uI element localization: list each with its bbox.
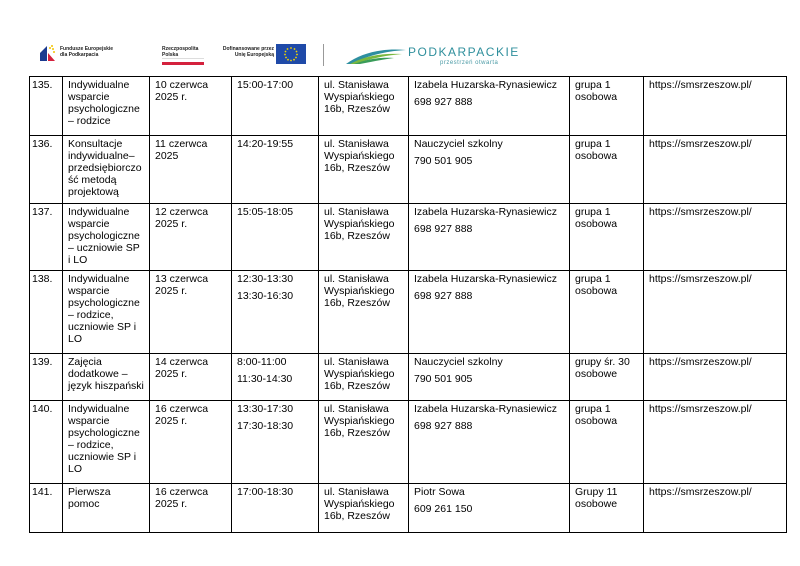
time-cell: 15:00-17:00: [232, 77, 319, 136]
group-cell: grupy śr. 30 osobowe: [570, 354, 644, 401]
row-number-cell: 138.: [30, 271, 63, 354]
schedule-rows: [30, 77, 787, 533]
url-cell: [644, 401, 787, 484]
time-cell: 13:30-17:30 17:30-18:30: [232, 401, 319, 484]
website-link: https://smsrzeszow.pl/: [649, 273, 752, 285]
logo-bar: [0, 0, 800, 76]
time-cell: 8:00-11:00 11:30-14:30: [232, 354, 319, 401]
activity-title-cell: Indywidualne wsparcie psychologiczne – uczniowie SP i LO: [63, 204, 150, 271]
group-cell: grupa 1 osobowa: [570, 204, 644, 271]
url-cell: [644, 354, 787, 401]
url-cell: [644, 271, 787, 354]
date-cell: 10 czerwca 2025 r.: [150, 77, 232, 136]
row-number-cell: 137.: [30, 204, 63, 271]
table-row: [30, 354, 787, 401]
date-cell: 16 czerwca 2025 r.: [150, 401, 232, 484]
table-row: [30, 77, 787, 136]
row-number-cell: 141.: [30, 484, 63, 533]
time-cell: 15:05-18:05: [232, 204, 319, 271]
date-cell: 12 czerwca 2025 r.: [150, 204, 232, 271]
row-number-cell: 135.: [30, 77, 63, 136]
contact-cell: Izabela Huzarska-Rynasiewicz 698 927 888: [409, 271, 570, 354]
group-cell: grupa 1 osobowa: [570, 401, 644, 484]
address-cell: ul. Stanisława Wyspiańskiego 16b, Rzeszów: [319, 354, 409, 401]
logo-separator: [323, 44, 324, 66]
schedule-table: [29, 76, 787, 533]
activity-title-cell: Indywidualne wsparcie psychologiczne – rodzice: [63, 77, 150, 136]
polish-flag-icon: [162, 58, 204, 64]
date-cell: 16 czerwca 2025 r.: [150, 484, 232, 533]
row-number-cell: 139.: [30, 354, 63, 401]
website-link: https://smsrzeszow.pl/: [649, 206, 752, 218]
time-cell: 17:00-18:30: [232, 484, 319, 533]
website-link: https://smsrzeszow.pl/: [649, 403, 752, 415]
website-link: https://smsrzeszow.pl/: [649, 486, 752, 498]
url-cell: [644, 136, 787, 204]
fundusze-europejskie-logo-icon: [38, 43, 58, 63]
table-row: [30, 484, 787, 533]
podkarpackie-name: PODKARPACKIE: [408, 45, 520, 59]
date-cell: 13 czerwca 2025 r.: [150, 271, 232, 354]
contact-cell: Izabela Huzarska-Rynasiewicz 698 927 888: [409, 77, 570, 136]
row-number-cell: 136.: [30, 136, 63, 204]
activity-title-cell: Indywidualne wsparcie psychologiczne – rodzice, uczniowie SP i LO: [63, 271, 150, 354]
url-cell: [644, 204, 787, 271]
group-cell: Grupy 11 osobowe: [570, 484, 644, 533]
contact-cell: Izabela Huzarska-Rynasiewicz 698 927 888: [409, 401, 570, 484]
eu-flag-icon: [276, 44, 306, 64]
table-row: [30, 136, 787, 204]
eu-funding-text: Dofinansowane przez Unię Europejską: [222, 46, 274, 58]
group-cell: grupa 1 osobowa: [570, 136, 644, 204]
podkarpackie-tagline: przestrzeń otwarta: [440, 60, 499, 66]
contact-cell: Nauczyciel szkolny 790 501 905: [409, 354, 570, 401]
row-number-cell: 140.: [30, 401, 63, 484]
url-cell: [644, 484, 787, 533]
rp-logo-text: Rzeczpospolita Polska: [162, 46, 199, 58]
address-cell: ul. Stanisława Wyspiańskiego 16b, Rzeszów: [319, 401, 409, 484]
table-row: [30, 401, 787, 484]
address-cell: ul. Stanisława Wyspiańskiego 16b, Rzeszów: [319, 136, 409, 204]
time-cell: 14:20-19:55: [232, 136, 319, 204]
table-row: [30, 204, 787, 271]
activity-title-cell: Zajęcia dodatkowe – język hiszpański: [63, 354, 150, 401]
address-cell: ul. Stanisława Wyspiańskiego 16b, Rzeszów: [319, 484, 409, 533]
table-row: [30, 271, 787, 354]
group-cell: grupa 1 osobowa: [570, 271, 644, 354]
contact-cell: Piotr Sowa 609 261 150: [409, 484, 570, 533]
website-link: https://smsrzeszow.pl/: [649, 79, 752, 91]
group-cell: grupa 1 osobowa: [570, 77, 644, 136]
address-cell: ul. Stanisława Wyspiańskiego 16b, Rzeszów: [319, 204, 409, 271]
activity-title-cell: Indywidualne wsparcie psychologiczne – rodzice, uczniowie SP i LO: [63, 401, 150, 484]
url-cell: [644, 77, 787, 136]
fe-logo-text: Fundusze Europejskie dla Podkarpacia: [60, 46, 114, 58]
date-cell: 11 czerwca 2025: [150, 136, 232, 204]
contact-cell: Nauczyciel szkolny 790 501 905: [409, 136, 570, 204]
activity-title-cell: Pierwsza pomoc: [63, 484, 150, 533]
address-cell: ul. Stanisława Wyspiańskiego 16b, Rzeszów: [319, 77, 409, 136]
contact-cell: Izabela Huzarska-Rynasiewicz 698 927 888: [409, 204, 570, 271]
address-cell: ul. Stanisława Wyspiańskiego 16b, Rzeszów: [319, 271, 409, 354]
podkarpackie-logo-icon: [344, 44, 408, 66]
time-cell: 12:30-13:30 13:30-16:30: [232, 271, 319, 354]
website-link: https://smsrzeszow.pl/: [649, 356, 752, 368]
activity-title-cell: Konsultacje indywidualne– przedsiębiorczo ść metodą projektową: [63, 136, 150, 204]
website-link: https://smsrzeszow.pl/: [649, 138, 752, 150]
date-cell: 14 czerwca 2025 r.: [150, 354, 232, 401]
